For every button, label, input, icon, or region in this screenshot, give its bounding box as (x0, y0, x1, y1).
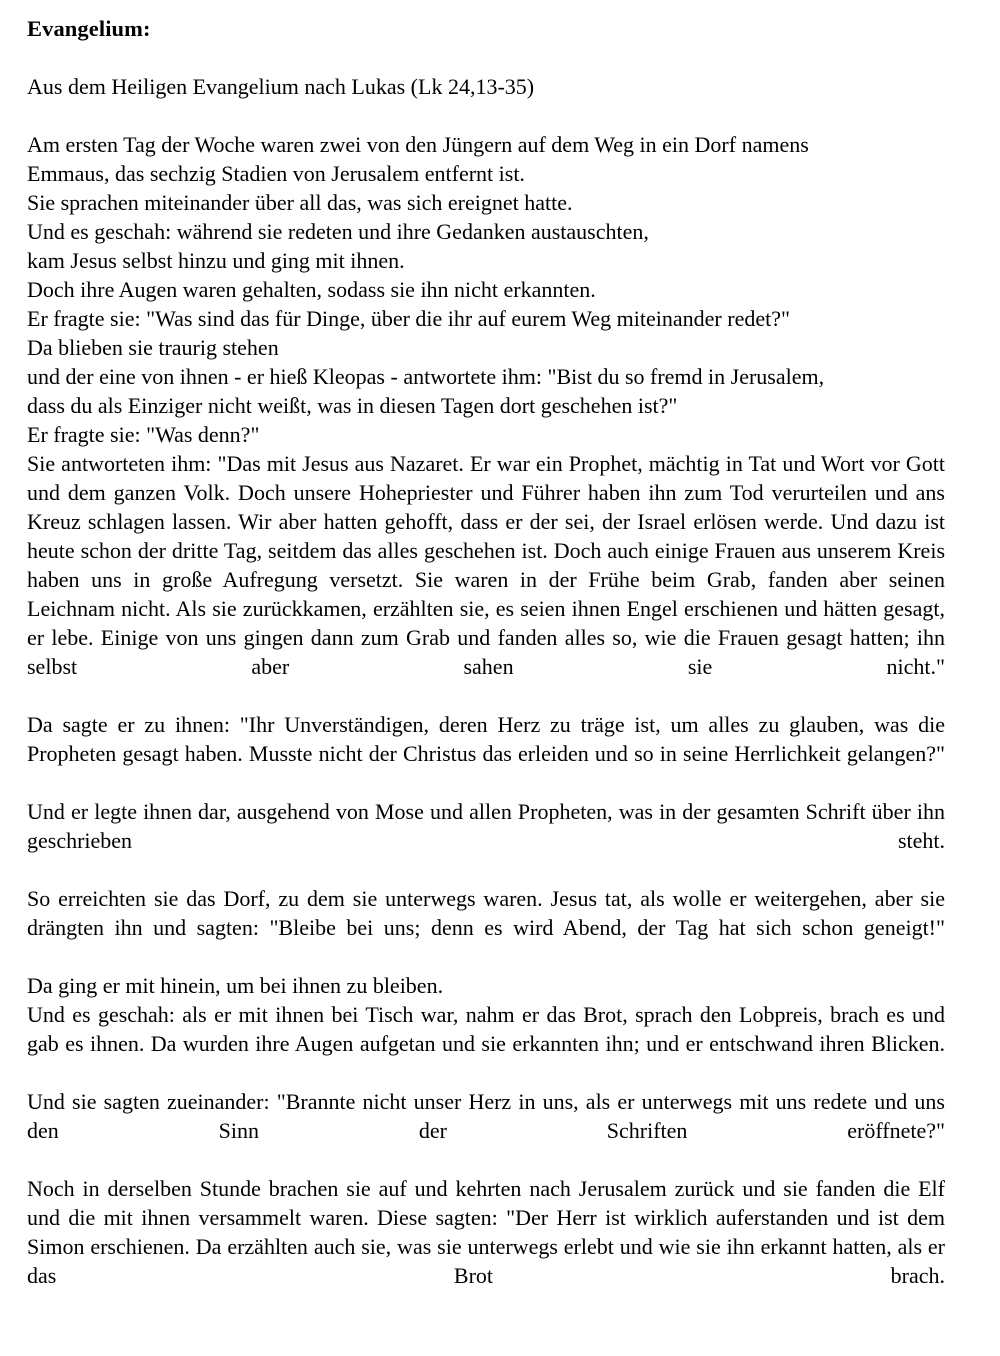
paragraph-scripture-explained: Und er legte ihnen dar, ausgehend von Mose und allen Propheten, was in der gesamten Schrift über ihn geschrieben steht. (27, 799, 945, 853)
text-line: Da ging er mit hinein, um bei ihnen zu bleiben. (27, 973, 444, 998)
text-line: kam Jesus selbst hinzu und ging mit ihnen. (27, 248, 405, 273)
text-line: Am ersten Tag der Woche waren zwei von den Jüngern auf dem Weg in ein Dorf namens (27, 132, 809, 157)
document-body (27, 14, 945, 1319)
page-title: Evangelium: (27, 16, 151, 41)
heading-spacer (27, 43, 945, 72)
text-line: Doch ihre Augen waren gehalten, sodass sie ihn nicht erkannten. (27, 277, 596, 302)
paragraph-burning-hearts: Und sie sagten zueinander: "Brannte nicht unser Herz in uns, als er unterwegs mit uns redete und uns den Sinn der Schriften eröffnete?" (27, 1089, 945, 1143)
text-block-question-one (27, 304, 945, 333)
text-block-eyes-held (27, 275, 945, 304)
paragraph-return-jerusalem: Noch in derselben Stunde brachen sie auf und kehrten nach Jerusalem zurück und sie fanden die Elf und die mit ihnen versammelt waren. Diese sagten: "Der Herr ist wirklich auferstanden und ist dem Simon erschienen. Da erzählten auch sie, was sie unterwegs erlebt und wie sie ihn erkannt hatten, als er das Brot brach. (27, 1176, 945, 1288)
text-block-jesus-joins (27, 217, 945, 275)
paragraph-arrival-village: So erreichten sie das Dorf, zu dem sie unterwegs waren. Jesus tat, als wolle er weitergehen, aber sie drängten ihn und sagten: "Bleibe bei uns; denn es wird Abend, der Tag hat sich schon geneigt!" (27, 886, 945, 940)
text-line: Sie sprachen miteinander über all das, was sich ereignet hatte. (27, 190, 573, 215)
text-line: Und es geschah: während sie redeten und ihre Gedanken austauschten, (27, 219, 649, 244)
text-line: Er fragte sie: "Was denn?" (27, 422, 260, 447)
paragraph-reply-about-jesus: Sie antworteten ihm: "Das mit Jesus aus Nazaret. Er war ein Prophet, mächtig in Tat und Wort vor Gott und dem ganzen Volk. Doch unsere Hohepriester und Führer haben ihn zum Tod verurteilen und ans Kreuz schlagen lassen. Wir aber hatten gehofft, dass er der sei, der Israel erlösen werde. Und dazu ist heute schon der dritte Tag, seitdem das alles geschehen ist. Doch auch einige Frauen aus unserem Kreis haben uns in große Aufregung versetzt. Sie waren in der Frühe beim Grab, fanden aber seinen Leichnam nicht. Als sie zurückkamen, erzählten sie, es seien ihnen Engel erschienen und hätten gesagt, er lebe. Einige von uns gingen dann zum Grab und fanden alles so, wie die Frauen gesagt hatten; ihn selbst aber sahen sie nicht." (27, 451, 945, 679)
text-line: Da blieben sie traurig stehen (27, 335, 279, 360)
text-line: dass du als Einziger nicht weißt, was in diesen Tagen dort geschehen ist?" (27, 393, 678, 418)
paragraph-breaking-bread: Und es geschah: als er mit ihnen bei Tisch war, nahm er das Brot, sprach den Lobpreis, brach es und gab es ihnen. Da wurden ihre Augen aufgetan und sie erkannten ihn; und er entschwand ihren Blicken. (27, 1002, 945, 1056)
text-block-question-two (27, 420, 945, 449)
text-block-kleopas (27, 362, 945, 420)
text-block-stood-still (27, 333, 945, 362)
scripture-reference: Aus dem Heiligen Evangelium nach Lukas (Lk 24,13-35) (27, 74, 535, 99)
text-block-went-in (27, 971, 945, 1000)
text-line: Er fragte sie: "Was sind das für Dinge, über die ihr auf eurem Weg miteinander redet?" (27, 306, 790, 331)
text-line: und der eine von ihnen - er hieß Kleopas - antwortete ihm: "Bist du so fremd in Jerusalem, (27, 364, 825, 389)
text-block-opening (27, 130, 945, 188)
text-block-conversation (27, 188, 945, 217)
text-line: Emmaus, das sechzig Stadien von Jerusalem entfernt ist. (27, 161, 525, 186)
reference-spacer (27, 101, 945, 130)
paragraph-rebuke: Da sagte er zu ihnen: "Ihr Unverständigen, deren Herz zu träge ist, um alles zu glauben, was die Propheten gesagt haben. Musste nicht der Christus das erleiden und so in seine Herrlichkeit gelangen?" (27, 712, 945, 766)
